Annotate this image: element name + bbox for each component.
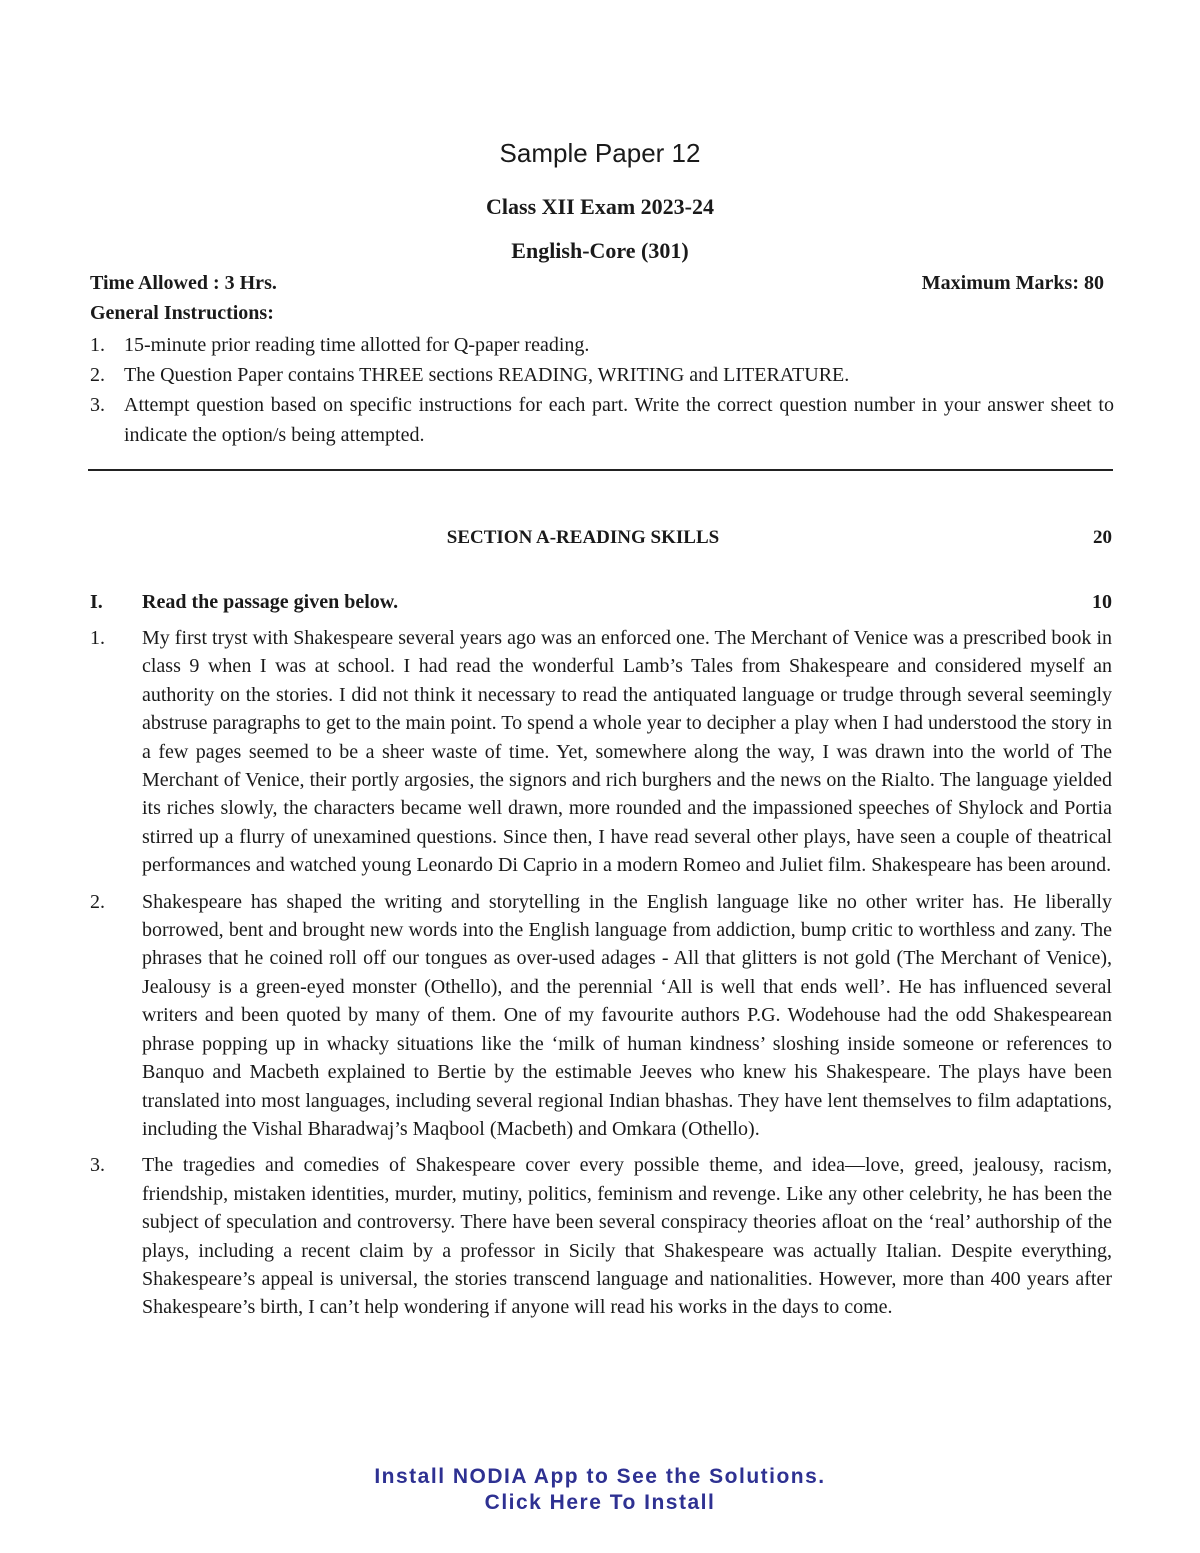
question-marks: 10 — [1092, 591, 1112, 613]
paragraph-text: My first tryst with Shakespeare several years ago was an enforced one. The Merchant of Venice was a prescribed book in class 9 when I was at school. I had read the wonderful Lamb’s Tales from Shakespeare and considered myself an authority on the stories. I did not think it necessary to read the antiquated language or trudge through several seemingly abstruse paragraphs to get to the main point. To spend a whole year to decipher a play when I had understood the story in a few pages seemed to be a sheer waste of time. Yet, somewhere along the way, I was drawn into the world of The Merchant of Venice, their portly argosies, the signors and rich burghers and the news on the Rialto. The language yielded its riches slowly, the characters became well drawn, more rounded and the impassioned speeches of Shylock and Portia stirred up a flurry of unexamined questions. Since then, I have read several other plays, have seen a couple of theatrical performances and watched young Leonardo Di Caprio in a modern Romeo and Juliet film. Shakespeare has been around. — [142, 627, 1112, 877]
instruction-item — [90, 330, 1114, 360]
section-title: SECTION A-READING SKILLS — [446, 527, 720, 548]
paragraph-text: Shakespeare has shaped the writing and storytelling in the English language like no other writer has. He liberally borrowed, bent and brought new words into the English language from addiction, bump critic to worthless and zany. The phrases that he coined roll off our tongues as over-used adages - All that glitters is not gold (The Merchant of Venice), Jealousy is a green-eyed monster (Othello), and the perennial ‘All is well that ends well’. He has influenced several writers and been quoted by many of them. One of my favourite authors P.G. Wodehouse had the odd Shakespearean phrase popping up in whacky situations like the ‘milk of human kindness’ sloshing inside someone or references to Banquo and Macbeth explained to Bertie by the estimable Jeeves who knew his Shakespeare. The plays have been translated into most languages, including several regional Indian bhashas. They have lent themselves to film adaptations, including the Vishal Bharadwaj’s Maqbool (Macbeth) and Omkara (Othello). — [142, 890, 1112, 1140]
instructions-heading: General Instructions: — [90, 302, 274, 324]
install-app-banner[interactable] — [0, 1464, 1200, 1516]
install-link[interactable]: Click Here To Install — [484, 1491, 716, 1514]
paragraph-number: 2. — [90, 890, 105, 913]
passage-paragraph — [90, 624, 1112, 880]
paragraph-number: 3. — [90, 1154, 105, 1177]
instruction-item — [90, 360, 1114, 390]
instruction-number: 1. — [90, 334, 105, 356]
instructions-list — [90, 330, 1114, 450]
question-text: Read the passage given below. — [142, 591, 399, 613]
reading-passage — [90, 624, 1112, 1330]
passage-paragraph — [90, 1151, 1112, 1321]
paper-title: Sample Paper 12 — [499, 138, 701, 168]
divider — [88, 469, 1113, 471]
maximum-marks: Maximum Marks: 80 — [921, 272, 1104, 294]
time-allowed: Time Allowed : 3 Hrs. — [90, 272, 277, 294]
question-number: I. — [90, 591, 103, 613]
instruction-text: The Question Paper contains THREE sections READING, WRITING and LITERATURE. — [124, 364, 850, 386]
subject-line: English-Core (301) — [511, 238, 689, 263]
instruction-text: Attempt question based on specific instructions for each part. Write the correct question number in your answer sheet to indicate the option/s being attempted. — [124, 394, 1114, 446]
section-marks: 20 — [1093, 527, 1112, 548]
class-line: Class XII Exam 2023-24 — [486, 194, 714, 219]
instruction-item — [90, 390, 1114, 450]
instruction-number: 2. — [90, 364, 105, 386]
paragraph-number: 1. — [90, 627, 105, 649]
instruction-number: 3. — [90, 394, 105, 416]
instruction-text: 15-minute prior reading time allotted for Q-paper reading. — [124, 334, 590, 356]
install-app-text[interactable]: Install NODIA App to See the Solutions. — [374, 1465, 826, 1488]
paragraph-text: The tragedies and comedies of Shakespeare cover every possible theme, and idea—love, greed, jealousy, racism, friendship, mistaken identities, murder, mutiny, politics, feminism and revenge. Like any other celebrity, he has been the subject of speculation and controversy. There have been several conspiracy theories afloat on the ‘real’ authorship of the plays, including a recent claim by a professor in Sicily that Shakespeare was actually Italian. Despite everything, Shakespeare’s appeal is universal, the stories transcend language and nationalities. However, more than 400 years after Shakespeare’s birth, I can’t help wondering if anyone will read his works in the days to come. — [142, 1154, 1112, 1319]
passage-paragraph — [90, 888, 1112, 1144]
